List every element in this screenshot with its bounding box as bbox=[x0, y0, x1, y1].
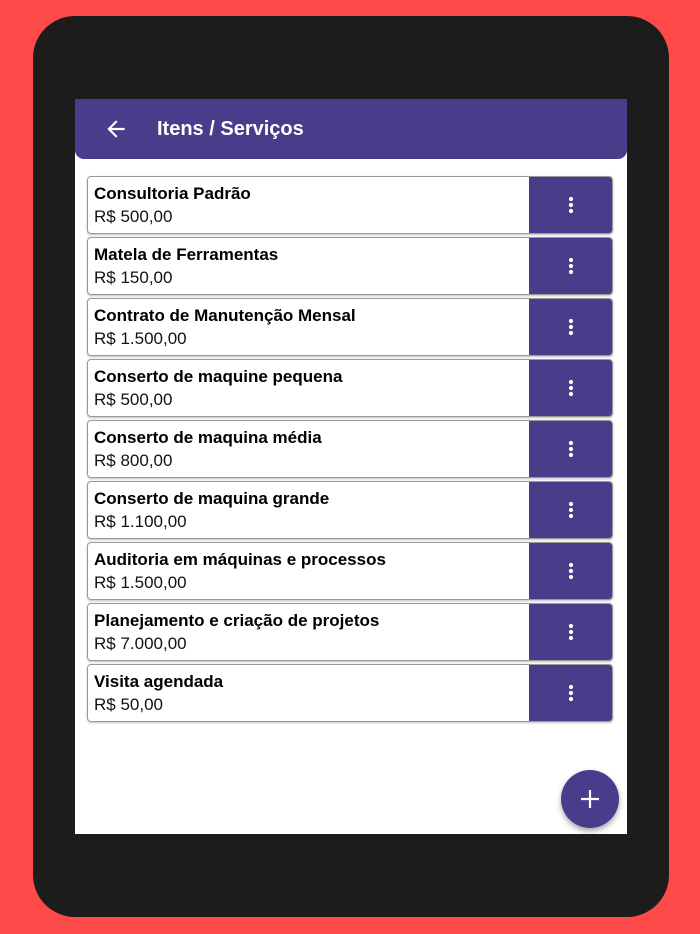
list-item[interactable] bbox=[87, 420, 613, 478]
list-item[interactable] bbox=[87, 664, 613, 722]
item-info[interactable] bbox=[88, 543, 529, 599]
more-vertical-icon bbox=[568, 318, 574, 336]
page-title: Itens / Serviços bbox=[157, 117, 304, 140]
more-vertical-icon bbox=[568, 440, 574, 458]
list-item[interactable] bbox=[87, 542, 613, 600]
item-menu-button[interactable] bbox=[529, 238, 612, 294]
item-menu-button[interactable] bbox=[529, 421, 612, 477]
item-price: R$ 1.100,00 bbox=[94, 512, 187, 531]
item-price: R$ 150,00 bbox=[94, 268, 173, 287]
arrow-left-icon[interactable] bbox=[103, 116, 129, 142]
item-info[interactable] bbox=[88, 604, 529, 660]
more-vertical-icon bbox=[568, 257, 574, 275]
item-info[interactable] bbox=[88, 299, 529, 355]
item-price: R$ 7.000,00 bbox=[94, 634, 187, 653]
item-info[interactable] bbox=[88, 360, 529, 416]
list-item[interactable] bbox=[87, 176, 613, 234]
item-name: Matela de Ferramentas bbox=[94, 245, 279, 264]
item-menu-button[interactable] bbox=[529, 604, 612, 660]
list-item[interactable] bbox=[87, 359, 613, 417]
more-vertical-icon bbox=[568, 196, 574, 214]
item-name: Conserto de maquina grande bbox=[94, 489, 330, 508]
more-vertical-icon bbox=[568, 623, 574, 641]
add-item-button[interactable] bbox=[561, 770, 619, 828]
item-info[interactable] bbox=[88, 238, 529, 294]
item-menu-button[interactable] bbox=[529, 360, 612, 416]
item-name: Contrato de Manutenção Mensal bbox=[94, 306, 356, 325]
item-name: Planejamento e criação de projetos bbox=[94, 611, 380, 630]
item-info[interactable] bbox=[88, 665, 529, 721]
list-item[interactable] bbox=[87, 298, 613, 356]
item-price: R$ 500,00 bbox=[94, 390, 173, 409]
item-price: R$ 800,00 bbox=[94, 451, 173, 470]
list-item[interactable] bbox=[87, 481, 613, 539]
item-price: R$ 1.500,00 bbox=[94, 573, 187, 592]
more-vertical-icon bbox=[568, 684, 574, 702]
item-price: R$ 1.500,00 bbox=[94, 329, 187, 348]
item-name: Conserto de maquine pequena bbox=[94, 367, 343, 386]
list-item[interactable] bbox=[87, 237, 613, 295]
item-name: Conserto de maquina média bbox=[94, 428, 322, 447]
item-name: Visita agendada bbox=[94, 672, 224, 691]
item-info[interactable] bbox=[88, 177, 529, 233]
more-vertical-icon bbox=[568, 501, 574, 519]
item-price: R$ 50,00 bbox=[94, 695, 163, 714]
item-menu-button[interactable] bbox=[529, 665, 612, 721]
item-name: Consultoria Padrão bbox=[94, 184, 251, 203]
item-name: Auditoria em máquinas e processos bbox=[94, 550, 386, 569]
item-price: R$ 500,00 bbox=[94, 207, 173, 226]
item-info[interactable] bbox=[88, 421, 529, 477]
list-item[interactable] bbox=[87, 603, 613, 661]
items-list bbox=[87, 176, 613, 725]
item-menu-button[interactable] bbox=[529, 543, 612, 599]
app-screen bbox=[75, 99, 627, 834]
item-menu-button[interactable] bbox=[529, 299, 612, 355]
item-menu-button[interactable] bbox=[529, 177, 612, 233]
app-bar bbox=[75, 99, 627, 159]
item-menu-button[interactable] bbox=[529, 482, 612, 538]
item-info[interactable] bbox=[88, 482, 529, 538]
plus-icon bbox=[579, 788, 601, 810]
more-vertical-icon bbox=[568, 379, 574, 397]
more-vertical-icon bbox=[568, 562, 574, 580]
